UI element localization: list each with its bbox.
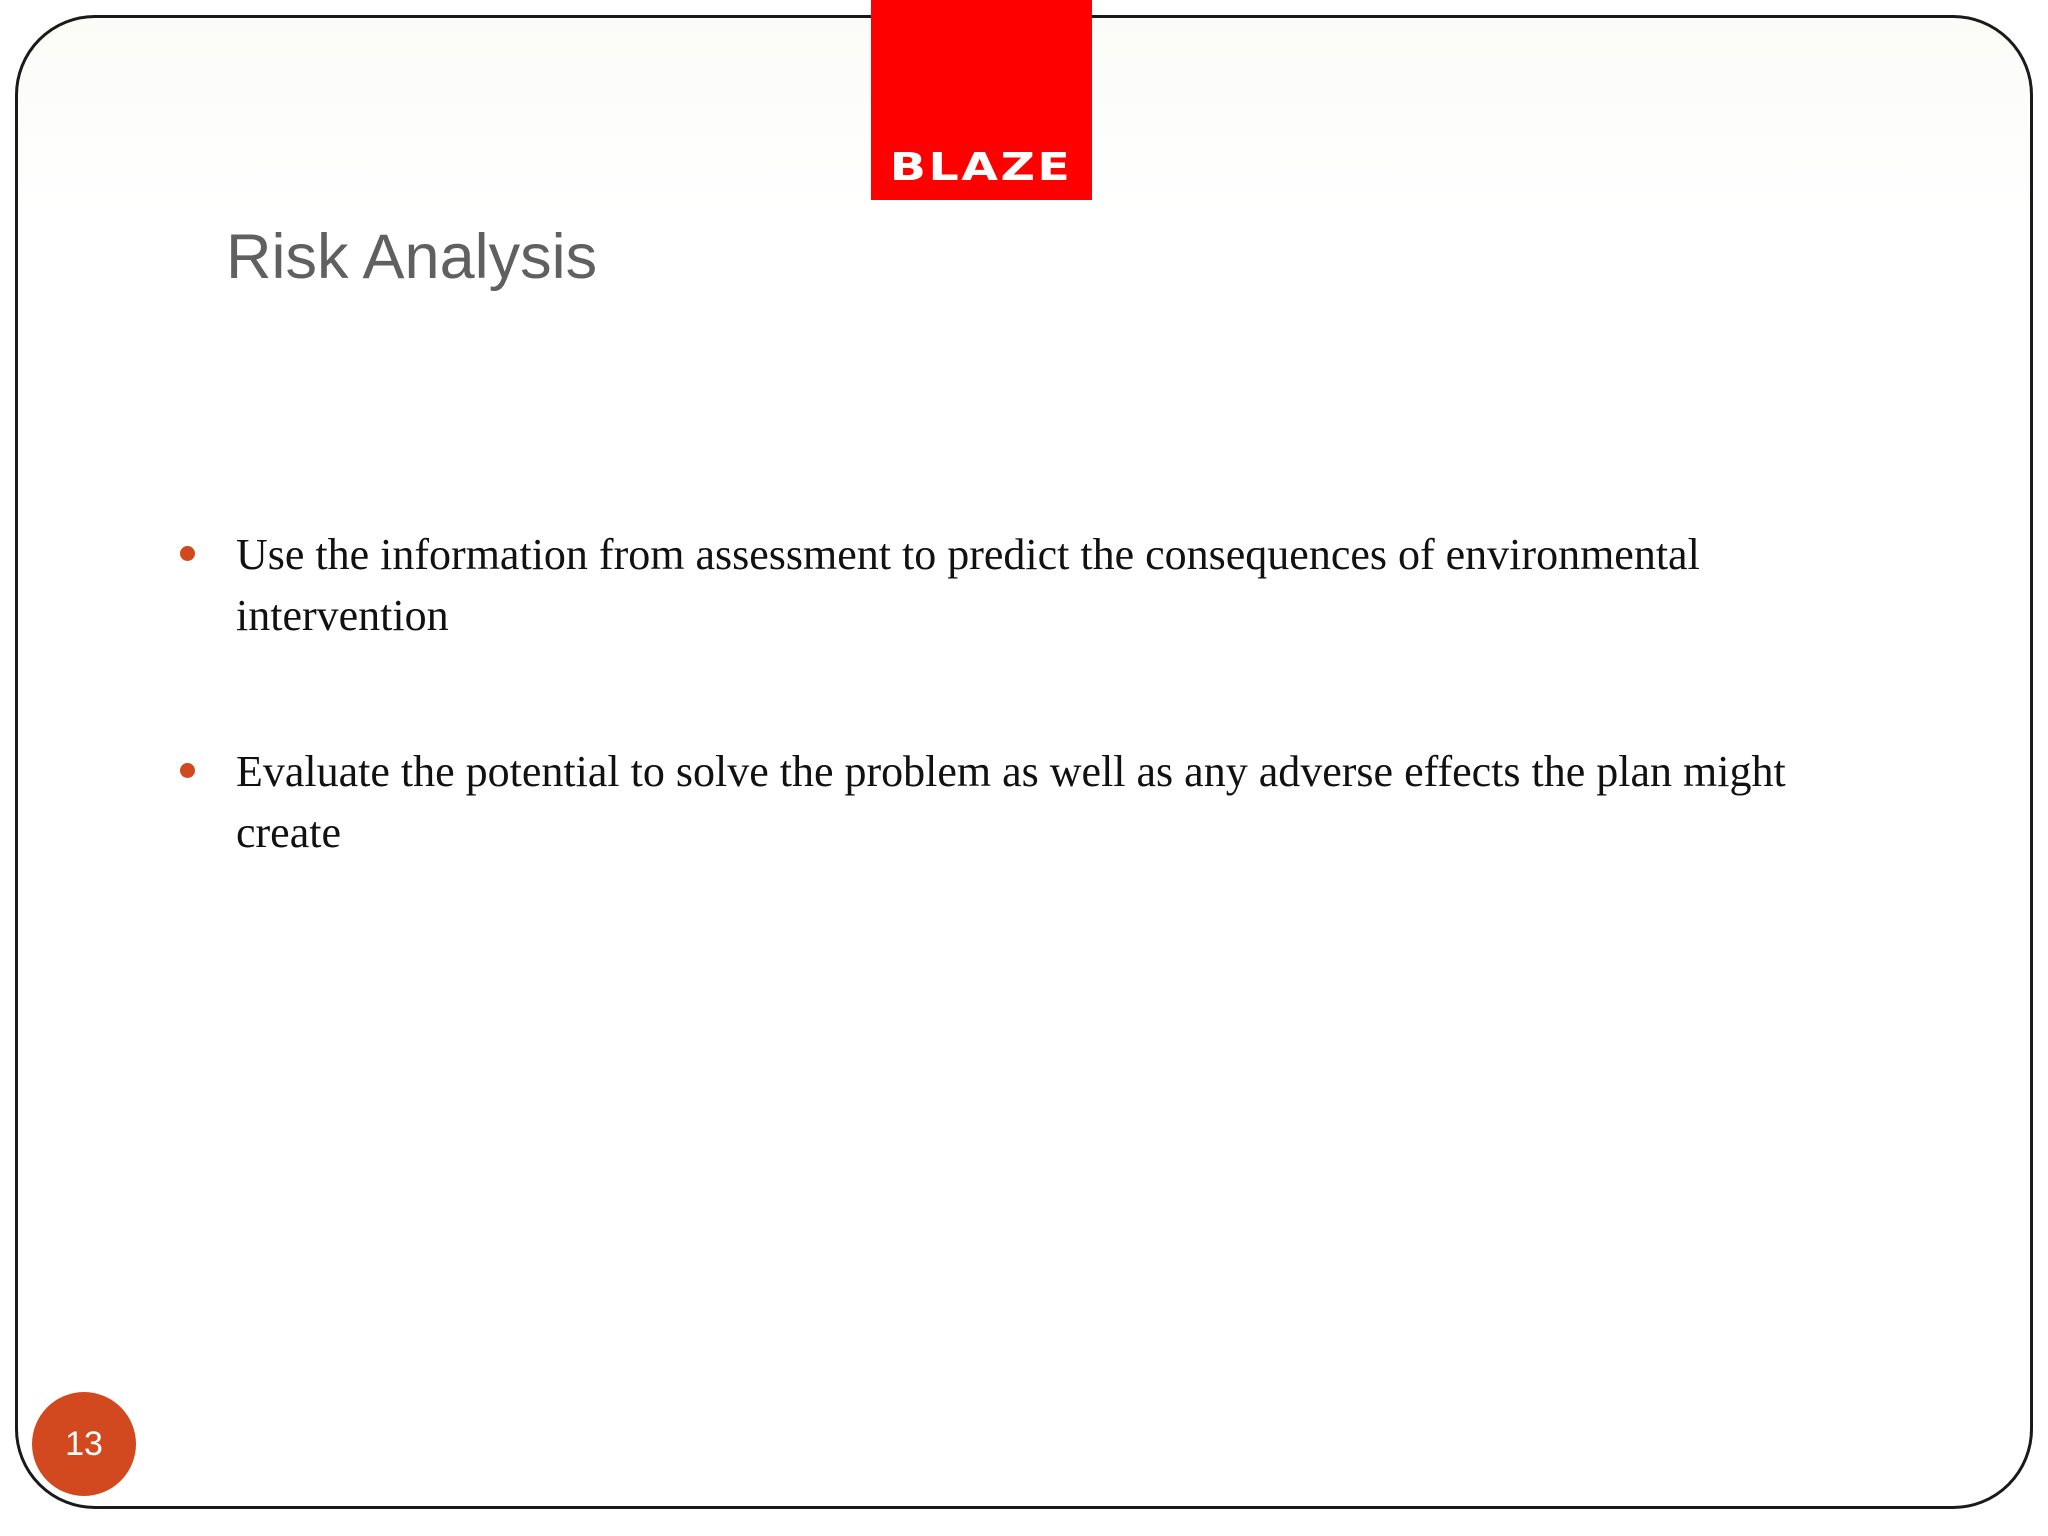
bullet-text: Evaluate the potential to solve the problem as well as any adverse effects the plan might create [236, 747, 1786, 857]
bullet-item [176, 741, 1876, 863]
slide-title: Risk Analysis [226, 222, 598, 292]
bullet-dot-icon [180, 546, 195, 561]
logo-text: BLAZE [890, 145, 1073, 189]
page-number-badge: 13 [32, 1392, 136, 1496]
bullet-text: Use the information from assessment to predict the consequences of environmental intervention [236, 530, 1700, 640]
bullet-item [176, 524, 1876, 646]
blaze-logo [871, 0, 1092, 200]
bullet-list [176, 524, 1876, 958]
bullet-dot-icon [180, 763, 195, 778]
